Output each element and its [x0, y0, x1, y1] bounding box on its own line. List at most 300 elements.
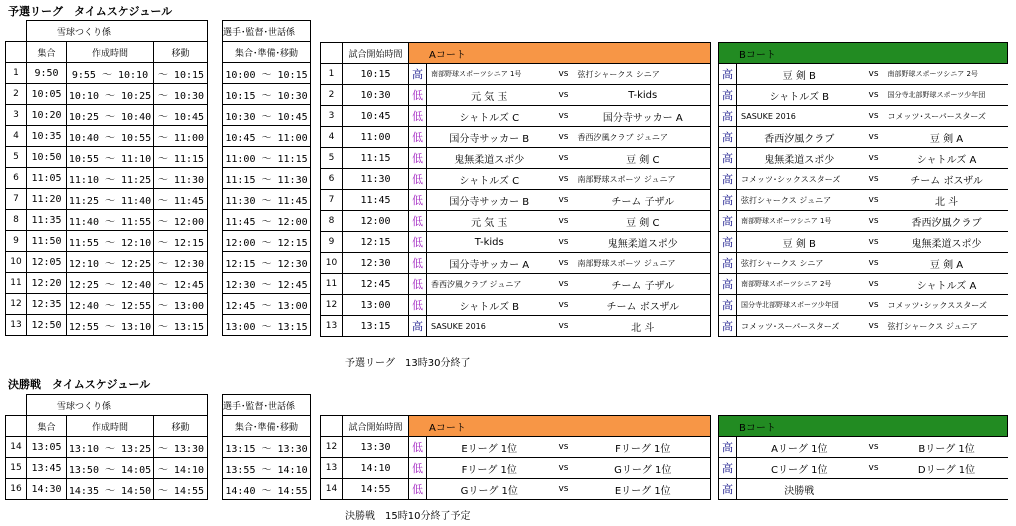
make-time: 9:55 ～ 10:10	[67, 63, 154, 84]
court-a-team-1: 元 気 玉	[427, 211, 552, 232]
assemble-time: 10:35	[27, 126, 67, 147]
assemble-time: 12:35	[27, 294, 67, 315]
final-title: 決勝戦 タイムスケジュール	[8, 378, 151, 391]
move-time: ～ 11:15	[154, 147, 208, 168]
table-row	[223, 210, 311, 231]
court-a-level: 低	[409, 127, 427, 148]
match-number: 13	[321, 458, 343, 479]
col-make-time: 作成時間	[67, 42, 154, 63]
move-time: ～ 13:00	[154, 294, 208, 315]
col-move: 移動	[154, 42, 208, 63]
make-time: 10:10 ～ 10:25	[67, 84, 154, 105]
assemble-time: 12:05	[27, 252, 67, 273]
make-time: 12:55 ～ 13:10	[67, 315, 154, 336]
court-a-team-1: 鬼無柔道スポ少	[427, 148, 552, 169]
court-b-vs: vs	[862, 169, 886, 190]
court-gap	[711, 232, 719, 253]
final-start-header: 試合開始時間	[343, 416, 409, 437]
make-time: 10:55 ～ 11:10	[67, 147, 154, 168]
table-row	[321, 458, 1008, 479]
move-time: ～ 12:30	[154, 252, 208, 273]
court-b-team-1: SASUKE 2016	[737, 106, 862, 127]
court-b-level: 高	[719, 253, 737, 274]
table-row	[6, 273, 208, 294]
players-time: 11:45 ～ 12:00	[223, 210, 311, 231]
court-a-team-1: 香西汐風クラブ ジュニア	[427, 274, 552, 295]
court-b-level: 高	[719, 232, 737, 253]
table-row	[223, 315, 311, 336]
court-b-level: 高	[719, 106, 737, 127]
court-a-team-2: 豆 剣 C	[576, 148, 711, 169]
assemble-time: 10:05	[27, 84, 67, 105]
court-a-team-1: Gリーグ 1位	[427, 479, 552, 500]
court-b-team-1: シャトルズ B	[737, 85, 862, 106]
move-time: ～ 14:10	[154, 458, 208, 479]
table-row	[321, 479, 1008, 500]
court-b-team-2: コメッツ･スーパースターズ	[886, 106, 1008, 127]
court-gap	[711, 274, 719, 295]
assemble-time: 14:30	[27, 479, 67, 500]
table-row	[6, 105, 208, 126]
table-row	[6, 437, 208, 458]
court-a-team-2: T-kids	[576, 85, 711, 106]
court-gap	[711, 148, 719, 169]
court-gap	[711, 190, 719, 211]
make-time: 11:25 ～ 11:40	[67, 189, 154, 210]
row-number: 15	[6, 458, 27, 479]
table-row	[321, 169, 1008, 190]
court-a-team-2: チーム 子ザル	[576, 190, 711, 211]
players-time: 13:15 ～ 13:30	[223, 437, 311, 458]
table-row	[223, 168, 311, 189]
assemble-time: 13:45	[27, 458, 67, 479]
row-number: 1	[6, 63, 27, 84]
players-time: 10:30 ～ 10:45	[223, 105, 311, 126]
court-a-team-2: Fリーグ 1位	[576, 437, 711, 458]
court-b-vs: vs	[862, 437, 886, 458]
court-a-vs: vs	[552, 437, 576, 458]
make-time: 12:10 ～ 12:25	[67, 252, 154, 273]
court-a-team-2: 国分寺サッカー A	[576, 106, 711, 127]
row-number: 9	[6, 231, 27, 252]
court-a-vs: vs	[552, 253, 576, 274]
final-ball-crew-table	[5, 394, 208, 500]
court-b-team-1: コメッツ･シックススターズ	[737, 169, 862, 190]
court-b-level: 高	[719, 211, 737, 232]
match-number: 8	[321, 211, 343, 232]
court-a-vs: vs	[552, 169, 576, 190]
match-start-time: 13:00	[343, 295, 409, 316]
assemble-time: 11:35	[27, 210, 67, 231]
col-assemble: 集合	[27, 42, 67, 63]
players-time: 10:00 ～ 10:15	[223, 63, 311, 84]
court-gap	[711, 479, 719, 500]
court-a-team-1: Eリーグ 1位	[427, 437, 552, 458]
match-start-time: 11:00	[343, 127, 409, 148]
court-b-level: 高	[719, 64, 737, 85]
table-row	[223, 105, 311, 126]
move-time: ～ 10:45	[154, 105, 208, 126]
table-row	[6, 231, 208, 252]
court-b-team-1: コメッツ･スーパースターズ	[737, 316, 862, 337]
court-b-header: Bコート	[719, 43, 1008, 64]
row-number: 8	[6, 210, 27, 231]
court-gap	[711, 106, 719, 127]
court-b-vs: vs	[862, 148, 886, 169]
match-number: 13	[321, 316, 343, 337]
match-number: 14	[321, 479, 343, 500]
final-players-subheader: 集合･準備･移動	[223, 416, 311, 437]
match-start-time: 12:45	[343, 274, 409, 295]
match-start-time: 12:15	[343, 232, 409, 253]
assemble-time: 13:05	[27, 437, 67, 458]
court-b-team-1: 豆 剣 B	[737, 232, 862, 253]
court-a-level: 低	[409, 479, 427, 500]
table-row	[223, 458, 311, 479]
prelim-match-table	[320, 42, 1008, 337]
row-number: 12	[6, 294, 27, 315]
court-a-team-2: チーム 子ザル	[576, 274, 711, 295]
court-a-team-2: 北 斗	[576, 316, 711, 337]
court-b-team-2: 南部野球スポーツシニア 2号	[886, 64, 1008, 85]
move-time: ～ 13:30	[154, 437, 208, 458]
court-b-vs: vs	[862, 316, 886, 337]
court-b-team-2	[886, 479, 1008, 500]
table-row	[223, 189, 311, 210]
court-a-vs: vs	[552, 106, 576, 127]
court-b-team-2: コメッツ･シックススターズ	[886, 295, 1008, 316]
match-number: 11	[321, 274, 343, 295]
court-a-team-1: SASUKE 2016	[427, 316, 552, 337]
match-number: 2	[321, 85, 343, 106]
table-row	[6, 84, 208, 105]
final-match-table	[320, 415, 1008, 500]
court-gap	[711, 316, 719, 337]
players-time: 10:45 ～ 11:00	[223, 126, 311, 147]
court-b-level: 高	[719, 274, 737, 295]
court-b-level: 高	[719, 148, 737, 169]
table-row	[223, 294, 311, 315]
players-time: 12:30 ～ 12:45	[223, 273, 311, 294]
final-col-make-time: 作成時間	[67, 416, 154, 437]
move-time: ～ 11:00	[154, 126, 208, 147]
court-a-team-1: Fリーグ 1位	[427, 458, 552, 479]
court-a-team-1: シャトルズ B	[427, 295, 552, 316]
court-a-vs: vs	[552, 85, 576, 106]
court-gap	[711, 253, 719, 274]
court-a-level: 低	[409, 253, 427, 274]
row-number: 11	[6, 273, 27, 294]
court-b-vs: vs	[862, 190, 886, 211]
players-time: 13:55 ～ 14:10	[223, 458, 311, 479]
table-row	[223, 84, 311, 105]
table-row	[321, 211, 1008, 232]
court-a-team-2: チーム ボスザル	[576, 295, 711, 316]
table-row	[6, 479, 208, 500]
row-number: 16	[6, 479, 27, 500]
court-gap	[711, 437, 719, 458]
court-b-team-1: Cリーグ 1位	[737, 458, 862, 479]
row-number: 14	[6, 437, 27, 458]
court-a-level: 低	[409, 148, 427, 169]
players-time: 11:00 ～ 11:15	[223, 147, 311, 168]
court-b-level: 高	[719, 127, 737, 148]
court-a-team-2: 豆 剣 C	[576, 211, 711, 232]
court-a-level: 低	[409, 190, 427, 211]
players-time: 12:00 ～ 12:15	[223, 231, 311, 252]
make-time: 14:35 ～ 14:50	[67, 479, 154, 500]
court-a-team-1: 国分寺サッカー B	[427, 190, 552, 211]
final-ball-crew-header: 雪球つくり係	[27, 395, 208, 416]
court-a-vs: vs	[552, 316, 576, 337]
assemble-time: 11:05	[27, 168, 67, 189]
match-start-time: 12:30	[343, 253, 409, 274]
match-number: 5	[321, 148, 343, 169]
match-start-time: 13:15	[343, 316, 409, 337]
court-a-header: Aコート	[409, 43, 711, 64]
table-row	[321, 190, 1008, 211]
assemble-time: 12:50	[27, 315, 67, 336]
row-number: 4	[6, 126, 27, 147]
court-a-level: 低	[409, 295, 427, 316]
court-gap	[711, 127, 719, 148]
players-time: 14:40 ～ 14:55	[223, 479, 311, 500]
match-number: 10	[321, 253, 343, 274]
court-a-level: 低	[409, 169, 427, 190]
match-number: 3	[321, 106, 343, 127]
court-b-team-2: Bリーグ 1位	[886, 437, 1008, 458]
assemble-time: 11:50	[27, 231, 67, 252]
court-a-vs: vs	[552, 232, 576, 253]
row-number: 7	[6, 189, 27, 210]
final-court-b-header: Bコート	[719, 416, 1008, 437]
final-col-assemble: 集合	[27, 416, 67, 437]
match-start-time: 10:45	[343, 106, 409, 127]
make-time: 12:40 ～ 12:55	[67, 294, 154, 315]
court-b-team-2: 北 斗	[886, 190, 1008, 211]
court-b-team-1: 決勝戦	[737, 479, 862, 500]
make-time: 11:10 ～ 11:25	[67, 168, 154, 189]
start-header: 試合開始時間	[343, 43, 409, 64]
match-number: 9	[321, 232, 343, 253]
players-time: 12:15 ～ 12:30	[223, 252, 311, 273]
court-a-vs: vs	[552, 127, 576, 148]
court-b-vs: vs	[862, 127, 886, 148]
assemble-time: 11:20	[27, 189, 67, 210]
assemble-time: 10:20	[27, 105, 67, 126]
court-b-team-2: 国分寺北部野球スポーツ少年団	[886, 85, 1008, 106]
match-start-time: 12:00	[343, 211, 409, 232]
court-a-team-2: Eリーグ 1位	[576, 479, 711, 500]
table-row	[321, 295, 1008, 316]
court-b-level: 高	[719, 295, 737, 316]
row-number: 5	[6, 147, 27, 168]
court-b-team-2: 鬼無柔道スポ少	[886, 232, 1008, 253]
table-row	[223, 273, 311, 294]
court-a-level: 低	[409, 232, 427, 253]
table-row	[223, 479, 311, 500]
move-time: ～ 12:45	[154, 273, 208, 294]
table-row	[321, 64, 1008, 85]
court-gap	[711, 169, 719, 190]
match-number: 12	[321, 295, 343, 316]
court-b-vs: vs	[862, 64, 886, 85]
court-b-level: 高	[719, 479, 737, 500]
players-time: 12:45 ～ 13:00	[223, 294, 311, 315]
assemble-time: 12:20	[27, 273, 67, 294]
match-number: 12	[321, 437, 343, 458]
court-b-level: 高	[719, 458, 737, 479]
table-row	[223, 126, 311, 147]
match-number: 7	[321, 190, 343, 211]
move-time: ～ 10:15	[154, 63, 208, 84]
assemble-time: 9:50	[27, 63, 67, 84]
make-time: 13:10 ～ 13:25	[67, 437, 154, 458]
court-a-level: 低	[409, 106, 427, 127]
table-row	[321, 148, 1008, 169]
match-start-time: 11:30	[343, 169, 409, 190]
final-players-header: 選手･監督･世話係	[223, 395, 311, 416]
table-row	[321, 437, 1008, 458]
court-a-team-1: T-kids	[427, 232, 552, 253]
table-row	[6, 458, 208, 479]
court-b-vs: vs	[862, 253, 886, 274]
court-a-team-2: Gリーグ 1位	[576, 458, 711, 479]
table-row	[6, 168, 208, 189]
court-a-vs: vs	[552, 295, 576, 316]
move-time: ～ 13:15	[154, 315, 208, 336]
table-row	[321, 85, 1008, 106]
row-number: 3	[6, 105, 27, 126]
table-row	[6, 315, 208, 336]
court-a-level: 低	[409, 437, 427, 458]
court-a-vs: vs	[552, 274, 576, 295]
make-time: 12:25 ～ 12:40	[67, 273, 154, 294]
final-col-move: 移動	[154, 416, 208, 437]
players-time: 13:00 ～ 13:15	[223, 315, 311, 336]
court-b-vs: vs	[862, 211, 886, 232]
court-b-level: 高	[719, 190, 737, 211]
court-b-team-2: シャトルズ A	[886, 274, 1008, 295]
court-a-level: 高	[409, 316, 427, 337]
players-subheader: 集合･準備･移動	[223, 42, 311, 63]
ball-crew-header: 雪球つくり係	[27, 21, 208, 42]
court-b-team-1: 弦打シャークス シニア	[737, 253, 862, 274]
court-b-team-2: チーム ボスザル	[886, 169, 1008, 190]
court-a-team-1: シャトルズ C	[427, 169, 552, 190]
table-row	[321, 316, 1008, 337]
court-a-vs: vs	[552, 148, 576, 169]
court-b-level: 高	[719, 437, 737, 458]
table-row	[6, 210, 208, 231]
court-a-team-1: 国分寺サッカー A	[427, 253, 552, 274]
court-b-team-2: 豆 剣 A	[886, 253, 1008, 274]
match-start-time: 11:15	[343, 148, 409, 169]
court-gap	[711, 458, 719, 479]
court-b-team-1: 豆 剣 B	[737, 64, 862, 85]
court-a-team-1: 南部野球スポーツシニア 1号	[427, 64, 552, 85]
court-a-vs: vs	[552, 190, 576, 211]
court-b-team-2: 豆 剣 A	[886, 127, 1008, 148]
prelim-title: 予選リーグ タイムスケジュール	[8, 5, 173, 18]
players-time: 11:15 ～ 11:30	[223, 168, 311, 189]
assemble-time: 10:50	[27, 147, 67, 168]
players-time: 10:15 ～ 10:30	[223, 84, 311, 105]
prelim-players-table	[222, 20, 311, 336]
table-row	[6, 147, 208, 168]
court-b-level: 高	[719, 316, 737, 337]
table-row	[223, 252, 311, 273]
match-number: 6	[321, 169, 343, 190]
court-a-level: 低	[409, 211, 427, 232]
court-b-vs: vs	[862, 232, 886, 253]
court-b-vs: vs	[862, 85, 886, 106]
make-time: 11:40 ～ 11:55	[67, 210, 154, 231]
court-b-team-2: シャトルズ A	[886, 148, 1008, 169]
make-time: 10:25 ～ 10:40	[67, 105, 154, 126]
court-b-vs: vs	[862, 295, 886, 316]
court-gap	[711, 295, 719, 316]
match-number: 4	[321, 127, 343, 148]
court-a-vs: vs	[552, 458, 576, 479]
court-a-vs: vs	[552, 211, 576, 232]
make-time: 11:55 ～ 12:10	[67, 231, 154, 252]
court-b-team-2: 香西汐風クラブ	[886, 211, 1008, 232]
match-number: 1	[321, 64, 343, 85]
move-time: ～ 12:00	[154, 210, 208, 231]
court-a-team-1: シャトルズ C	[427, 106, 552, 127]
players-time: 11:30 ～ 11:45	[223, 189, 311, 210]
court-b-team-1: 香西汐風クラブ	[737, 127, 862, 148]
court-b-vs: vs	[862, 458, 886, 479]
prelim-end-note: 予選リーグ 13時30分終了	[345, 358, 471, 369]
table-row	[223, 63, 311, 84]
match-start-time: 14:10	[343, 458, 409, 479]
court-a-team-2: 南部野球スポーツ ジュニア	[576, 253, 711, 274]
court-gap	[711, 211, 719, 232]
court-b-team-2: Dリーグ 1位	[886, 458, 1008, 479]
court-b-vs: vs	[862, 274, 886, 295]
court-a-level: 低	[409, 85, 427, 106]
final-players-table	[222, 394, 311, 500]
court-a-level: 高	[409, 64, 427, 85]
table-row	[6, 252, 208, 273]
table-row	[6, 63, 208, 84]
move-time: ～ 10:30	[154, 84, 208, 105]
table-row	[321, 127, 1008, 148]
table-row	[321, 232, 1008, 253]
court-a-vs: vs	[552, 479, 576, 500]
court-a-team-2: 南部野球スポーツ ジュニア	[576, 169, 711, 190]
match-start-time: 10:30	[343, 85, 409, 106]
table-row	[6, 294, 208, 315]
court-a-team-2: 香西汐風クラブ ジュニア	[576, 127, 711, 148]
prelim-ball-crew-table	[5, 20, 208, 336]
final-court-a-header: Aコート	[409, 416, 711, 437]
court-b-vs	[862, 479, 886, 500]
move-time: ～ 14:55	[154, 479, 208, 500]
court-a-team-1: 国分寺サッカー B	[427, 127, 552, 148]
court-gap	[711, 64, 719, 85]
court-b-team-2: 弦打シャークス ジュニア	[886, 316, 1008, 337]
court-a-team-1: 元 気 玉	[427, 85, 552, 106]
table-row	[223, 231, 311, 252]
move-time: ～ 11:30	[154, 168, 208, 189]
row-number: 2	[6, 84, 27, 105]
move-time: ～ 12:15	[154, 231, 208, 252]
court-b-level: 高	[719, 85, 737, 106]
court-a-vs: vs	[552, 64, 576, 85]
